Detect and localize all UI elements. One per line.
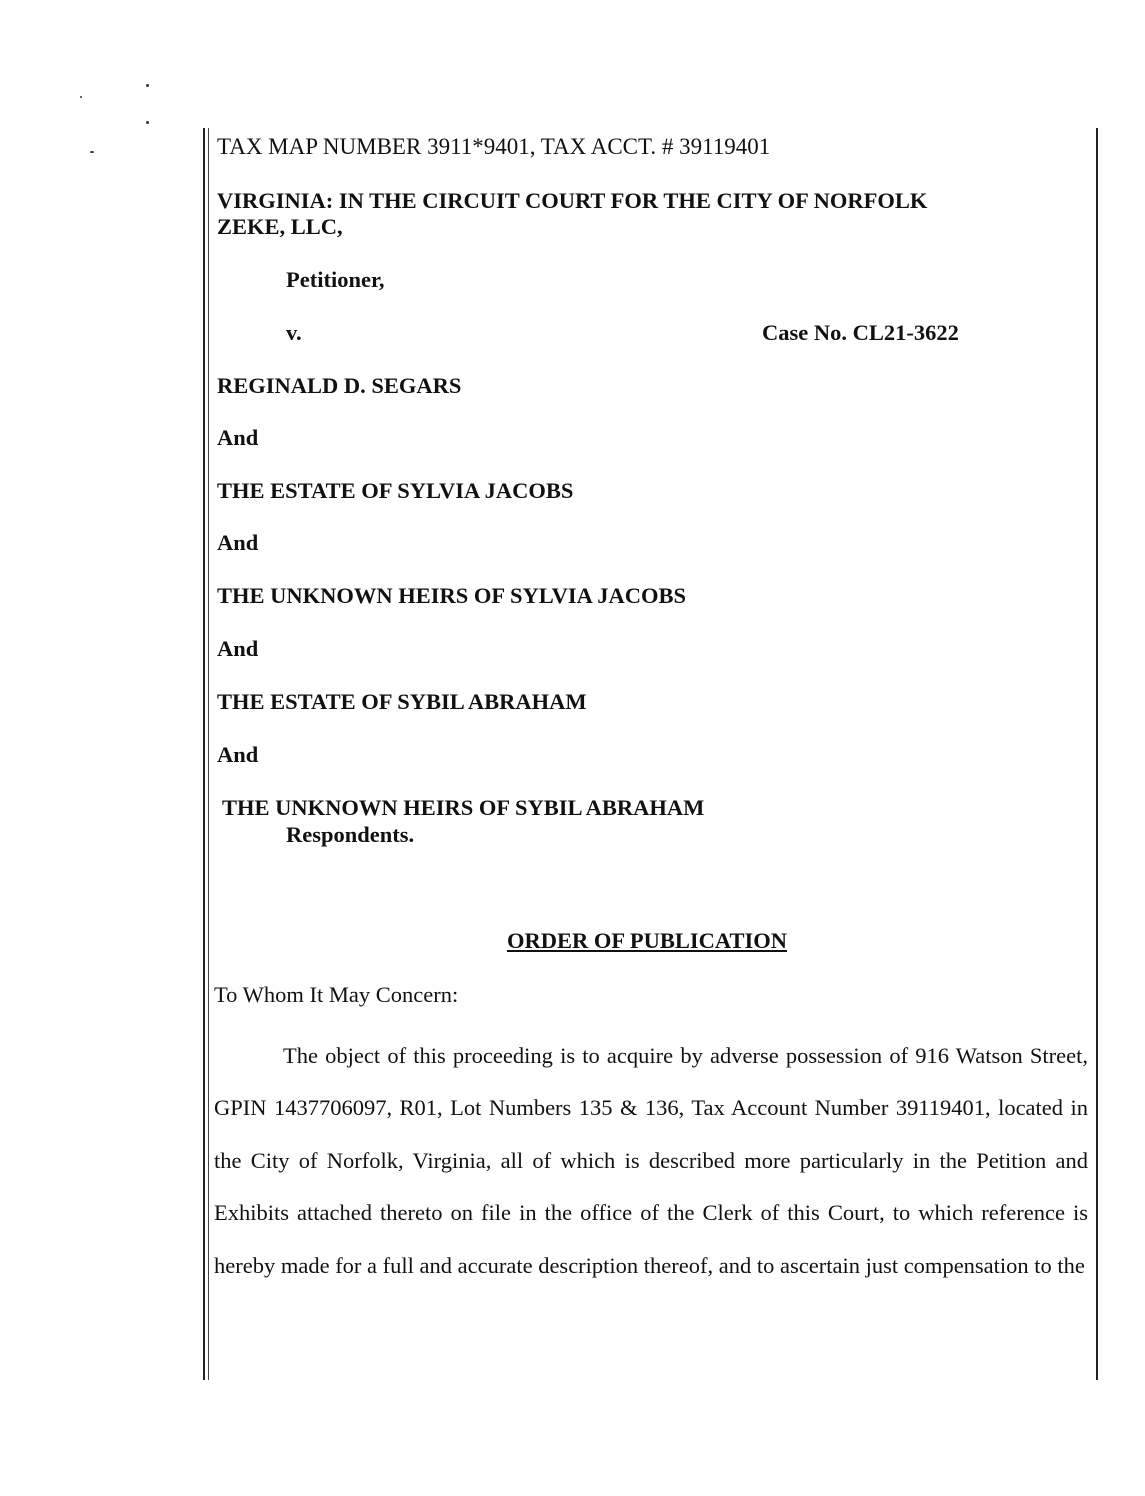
respondent-entry: THE UNKNOWN HEIRS OF SYBIL ABRAHAM <box>222 795 705 820</box>
left-margin-rule <box>203 128 205 1380</box>
salutation: To Whom It May Concern: <box>214 982 459 1007</box>
petitioner-name: ZEKE, LLC, <box>217 214 343 239</box>
respondents-label: Respondents. <box>286 822 415 847</box>
versus-label: v. <box>286 320 302 345</box>
respondent-conjunction: And <box>217 530 259 555</box>
court-heading: VIRGINIA: IN THE CIRCUIT COURT FOR THE CITY OF NORFOLK <box>217 188 928 213</box>
left-margin-rule-inner <box>208 128 209 1380</box>
scan-speck <box>90 151 94 153</box>
respondent-entry: THE UNKNOWN HEIRS OF SYLVIA JACOBS <box>217 583 687 608</box>
respondent-conjunction: And <box>217 425 259 450</box>
respondent-entry: THE ESTATE OF SYBIL ABRAHAM <box>217 689 587 714</box>
order-title: ORDER OF PUBLICATION <box>507 928 788 953</box>
scan-speck <box>146 84 149 87</box>
respondent-entry: REGINALD D. SEGARS <box>217 373 462 398</box>
respondent-entry: THE ESTATE OF SYLVIA JACOBS <box>217 478 574 503</box>
respondent-conjunction: And <box>217 742 259 767</box>
respondent-conjunction: And <box>217 636 259 661</box>
scan-speck <box>146 121 149 124</box>
tax-map-header: TAX MAP NUMBER 3911*9401, TAX ACCT. # 39119401 <box>217 134 771 159</box>
case-number: Case No. CL21-3622 <box>762 320 959 345</box>
right-margin-rule <box>1096 128 1098 1380</box>
order-paragraph: The object of this proceeding is to acquire by adverse possession of 916 Watson Street, GPIN 1437706097, R01, Lot Numbers 135 & 136, Tax Account Number 39119401, located in the City of Norfolk, Virginia, all of which is described more particularly in the Petition and Exhibits attached thereto on file in the office of the Clerk of this Court, to which reference is hereby made for a full and accurate description thereof, and to ascertain just compensation to the <box>214 1043 1088 1278</box>
scan-speck <box>80 96 82 98</box>
petitioner-label: Petitioner, <box>286 267 385 292</box>
